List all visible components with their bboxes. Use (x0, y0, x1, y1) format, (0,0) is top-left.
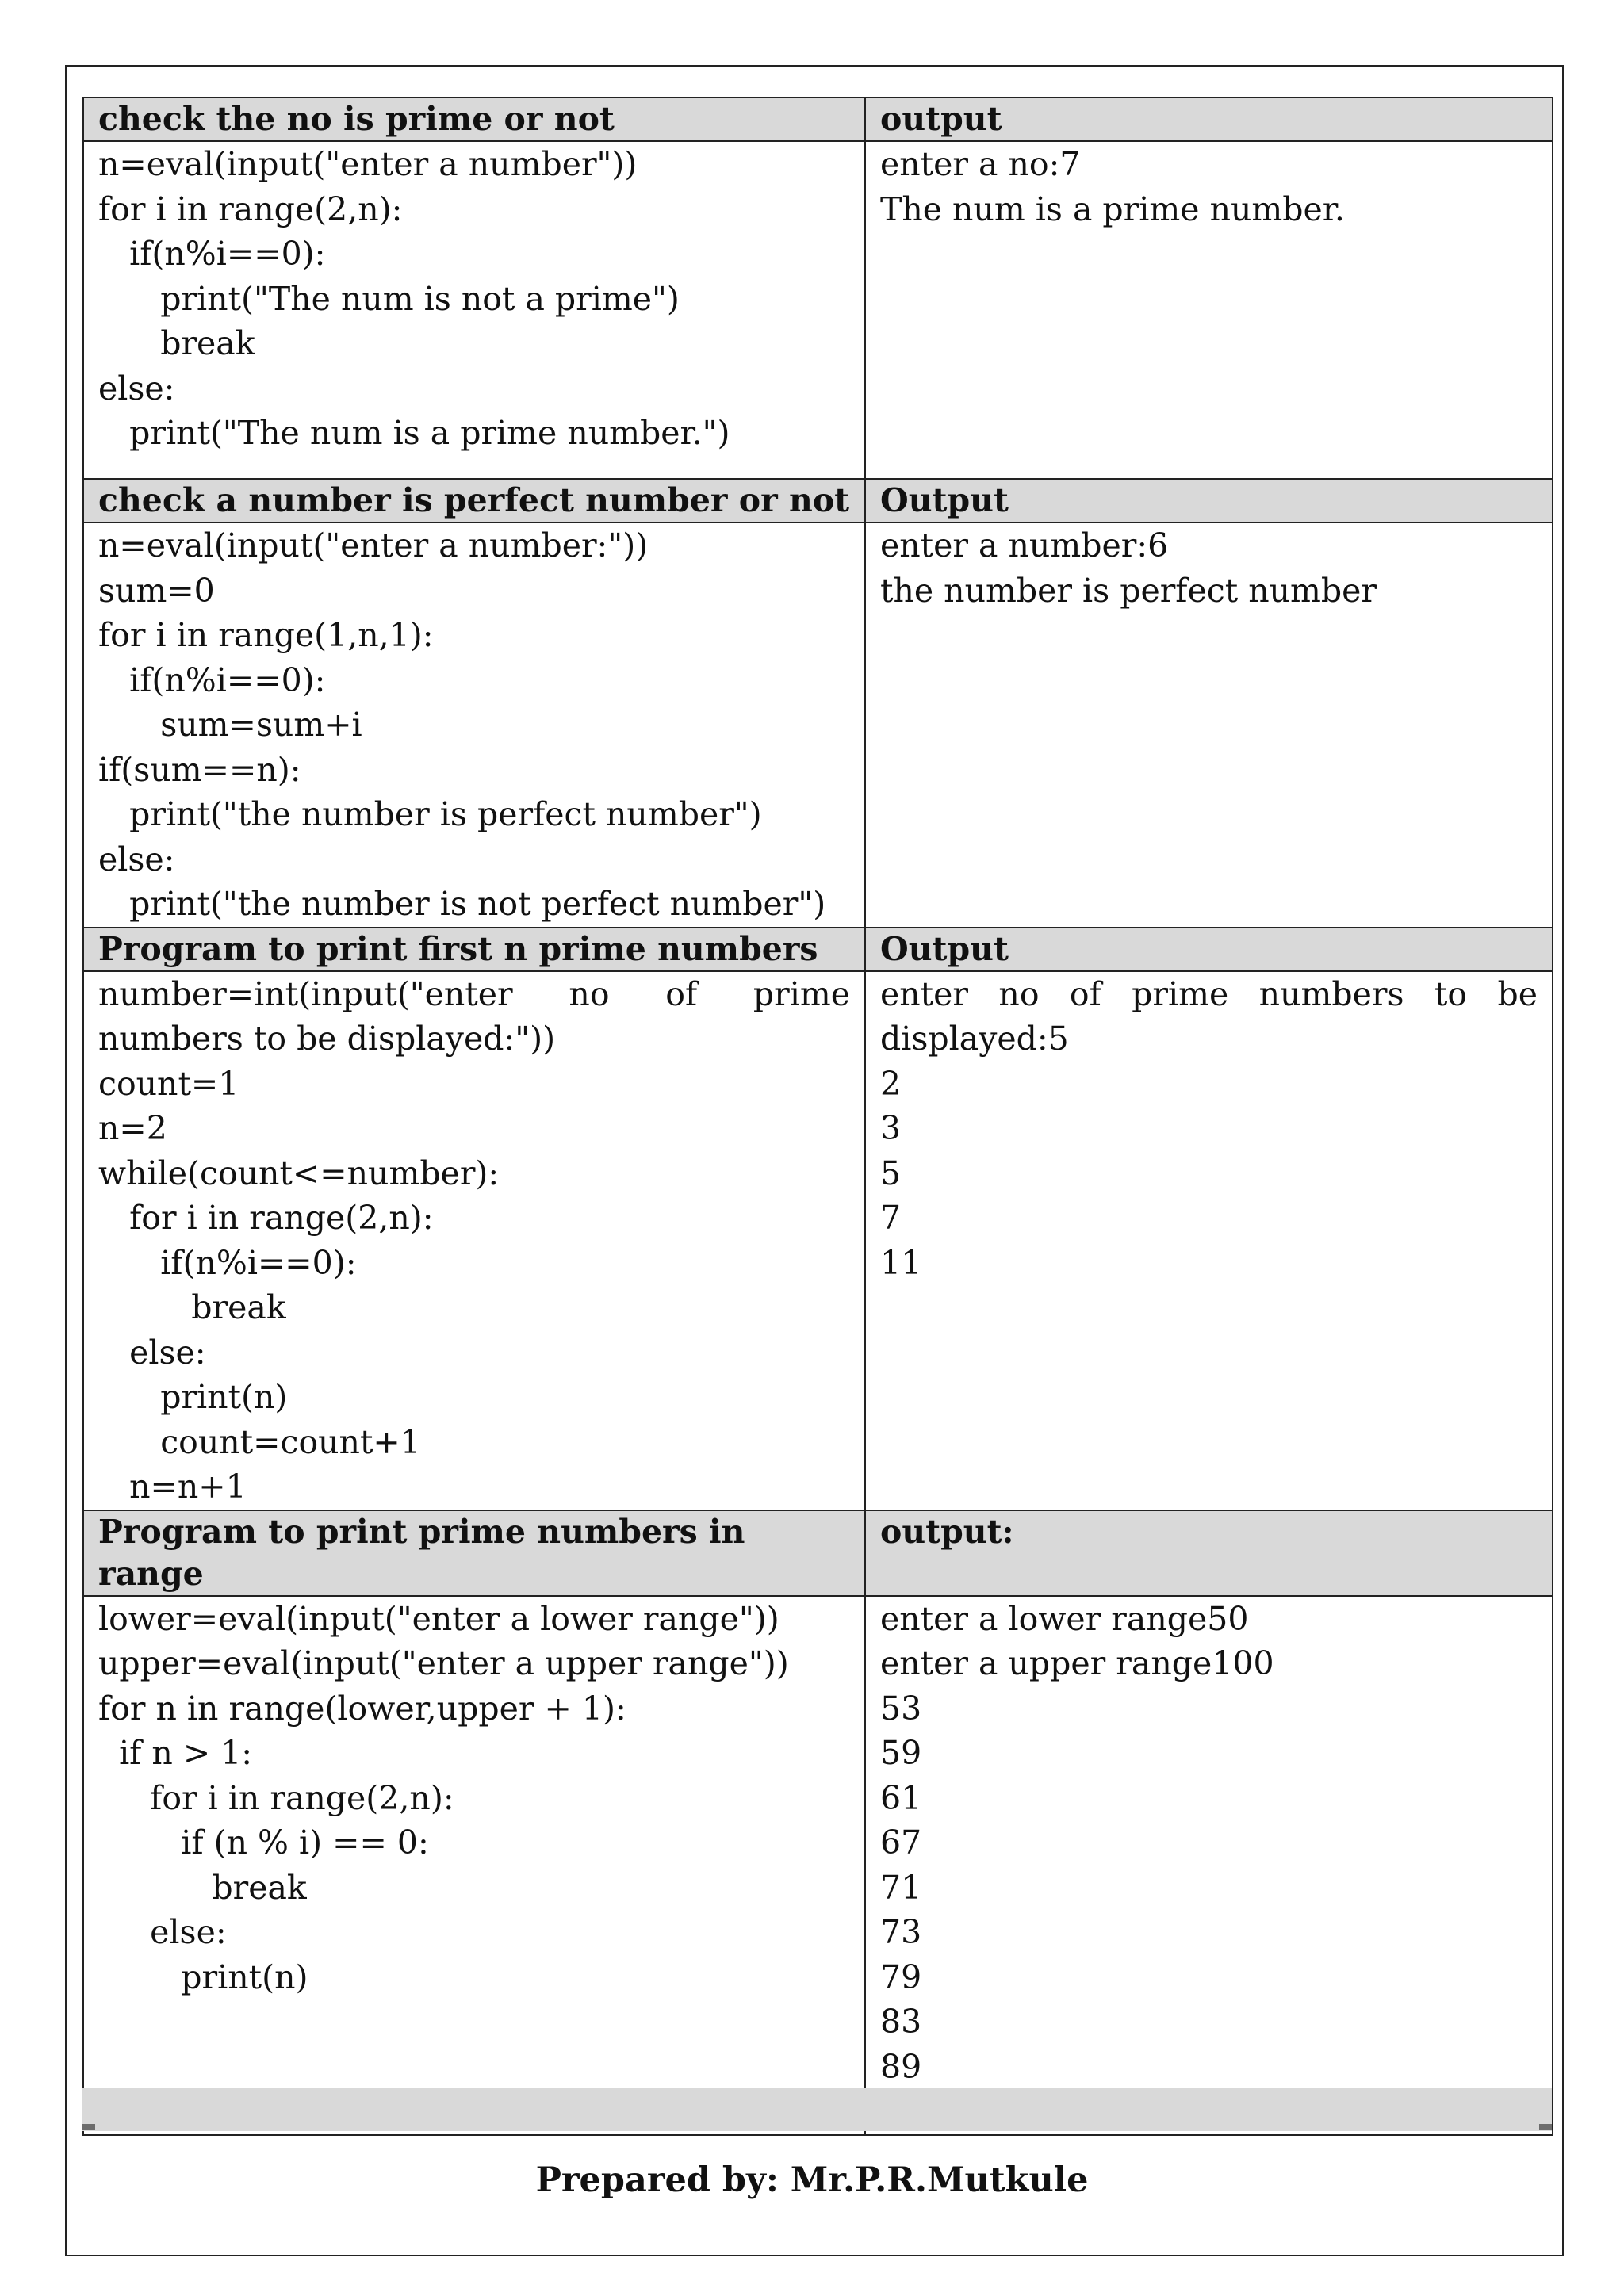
output-line: The num is a prime number. (880, 189, 1345, 228)
code-line: n=eval(input("enter a number")) (98, 145, 638, 183)
code-line: print("The num is a prime number.") (98, 414, 730, 452)
code-cell (83, 522, 865, 928)
code-line: if(n%i==0): (98, 1243, 357, 1282)
code-line: for i in range(2,n): (98, 1778, 454, 1817)
code-cell (83, 971, 865, 1510)
code-line: sum=sum+i (98, 706, 362, 744)
output-line: 11 (880, 1243, 922, 1282)
output-line: enter a number:6 (880, 526, 1169, 564)
code-heading: check a number is perfect number or not (83, 479, 865, 522)
code-line: print(n) (98, 1378, 288, 1416)
output-line: enter no of prime numbers to be (880, 974, 1538, 1013)
code-line: count=1 (98, 1064, 239, 1103)
code-line: print("The num is not a prime") (98, 279, 680, 318)
code-line: numbers to be displayed:")) (98, 1020, 556, 1058)
output-line: 2 (880, 1064, 902, 1103)
output-line: enter a lower range50 (880, 1599, 1249, 1638)
output-line: 79 (880, 1957, 922, 1996)
code-heading: check the no is prime or not (83, 98, 865, 141)
output-line: 61 (880, 1778, 922, 1817)
code-line: upper=eval(input("enter a upper range")) (98, 1644, 789, 1682)
code-line: if(n%i==0): (98, 235, 326, 273)
output-cell (865, 1596, 1553, 2135)
output-heading: output (865, 98, 1553, 141)
footer-band (82, 2088, 1552, 2131)
code-line: lower=eval(input("enter a lower range")) (98, 1599, 779, 1638)
code-cell (83, 141, 865, 479)
code-line: while(count<=number): (98, 1154, 500, 1192)
code-line: for i in range(1,n,1): (98, 616, 434, 654)
code-line: number=int(input("enter no of prime (98, 974, 850, 1013)
output-line: displayed:5 (880, 1020, 1069, 1058)
section-header-row (83, 928, 1553, 971)
code-cell (83, 1596, 865, 2135)
code-heading: Program to print prime numbers in range (83, 1510, 865, 1596)
section-body-row (83, 971, 1553, 1510)
output-line: 3 (880, 1109, 902, 1147)
output-line: 59 (880, 1734, 922, 1772)
code-line: count=count+1 (98, 1422, 421, 1461)
output-cell (865, 141, 1553, 479)
code-line: if(sum==n): (98, 750, 301, 789)
output-heading: output: (865, 1510, 1553, 1596)
section-body-row (83, 141, 1553, 479)
code-line: print("the number is perfect number") (98, 795, 762, 833)
section-header-row (83, 479, 1553, 522)
output-line: 5 (880, 1154, 902, 1192)
code-line: if n > 1: (98, 1734, 253, 1772)
code-line: for i in range(2,n): (98, 1199, 434, 1237)
code-line: if(n%i==0): (98, 660, 326, 699)
output-cell (865, 971, 1553, 1510)
output-heading: Output (865, 479, 1553, 522)
code-line: for i in range(2,n): (98, 189, 403, 228)
program-table (82, 97, 1553, 2136)
section-body-row (83, 522, 1553, 928)
band-tick-right (1539, 2124, 1552, 2130)
code-heading: Program to print first n prime numbers (83, 928, 865, 971)
code-line: else: (98, 1333, 206, 1372)
prepared-by-credit: Prepared by: Mr.P.R.Mutkule (535, 2160, 1089, 2200)
code-line: print("the number is not perfect number") (98, 885, 826, 923)
band-tick-left (82, 2124, 95, 2130)
code-line: else: (98, 1913, 227, 1951)
output-line: enter a upper range100 (880, 1644, 1274, 1682)
section-header-row (83, 98, 1553, 141)
code-line: for n in range(lower,upper + 1): (98, 1689, 626, 1728)
output-line: enter a no:7 (880, 145, 1081, 183)
code-line: n=eval(input("enter a number:")) (98, 526, 649, 564)
code-line: sum=0 (98, 571, 215, 610)
code-line: else: (98, 840, 175, 878)
output-cell (865, 522, 1553, 928)
code-line: break (98, 1288, 286, 1326)
code-line: n=2 (98, 1109, 167, 1147)
code-line: break (98, 1868, 307, 1907)
code-line: break (98, 324, 255, 362)
output-line: 71 (880, 1868, 922, 1907)
section-body-row (83, 1596, 1553, 2135)
output-line: the number is perfect number (880, 571, 1377, 610)
code-line: else: (98, 369, 175, 408)
code-line: n=n+1 (98, 1468, 247, 1506)
output-line: 67 (880, 1823, 922, 1862)
section-header-row (83, 1510, 1553, 1596)
code-line: if (n % i) == 0: (98, 1823, 429, 1862)
output-line: 83 (880, 2003, 922, 2041)
code-line: print(n) (98, 1957, 308, 1996)
output-line: 7 (880, 1199, 902, 1237)
output-line: 53 (880, 1689, 922, 1728)
output-line: 89 (880, 2047, 922, 2086)
output-heading: Output (865, 928, 1553, 971)
output-line: 73 (880, 1913, 922, 1951)
